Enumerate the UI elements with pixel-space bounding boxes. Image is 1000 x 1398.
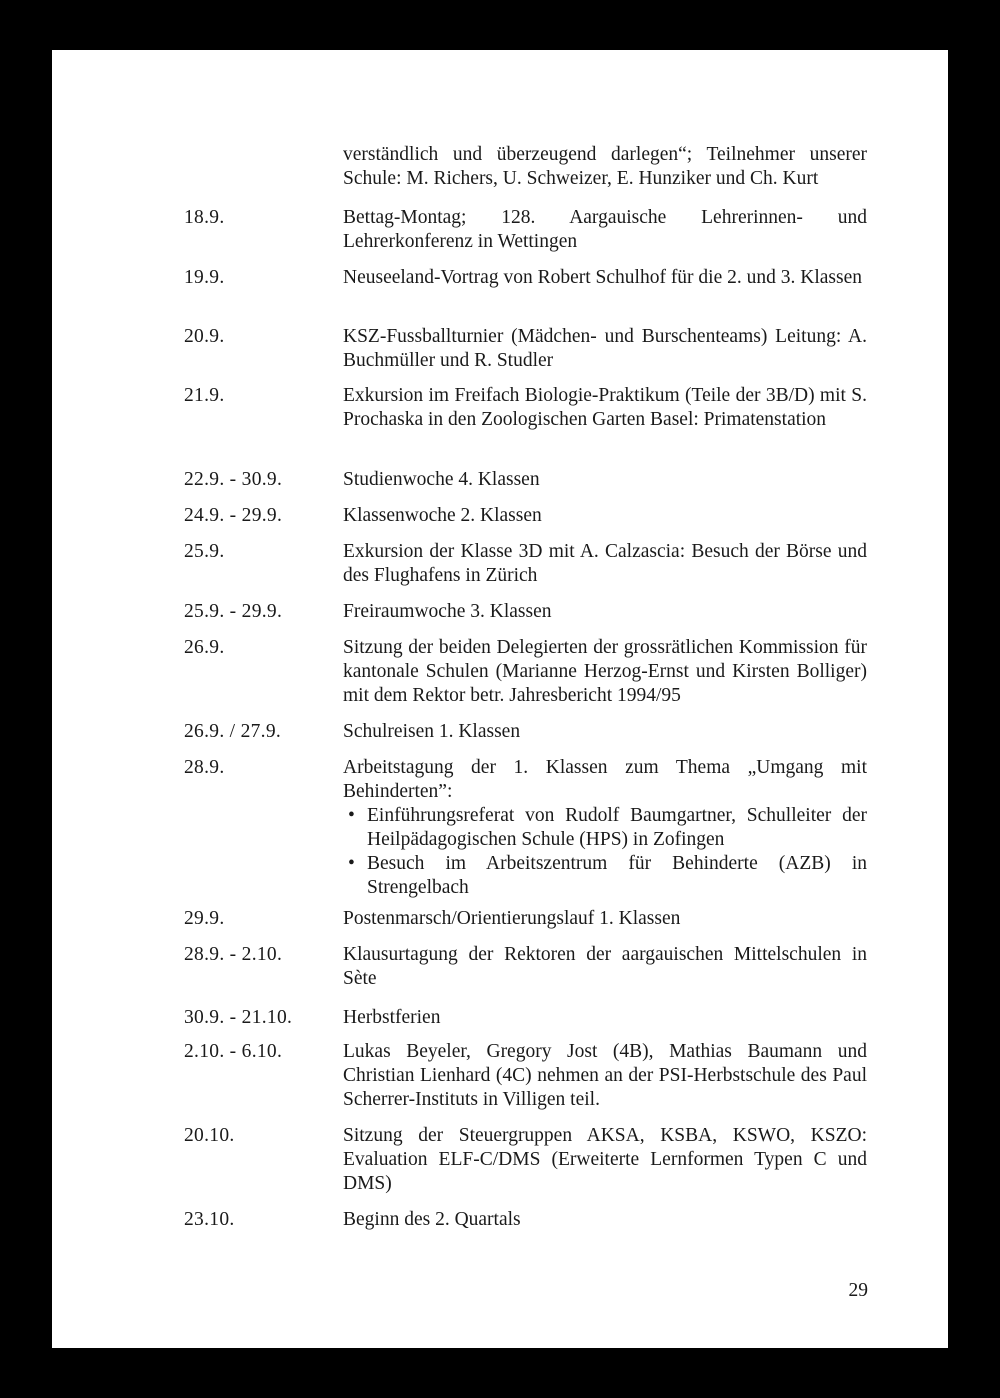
entry-text: Postenmarsch/Orientierungslauf 1. Klassen <box>343 908 681 929</box>
entry-date: 18.9. <box>184 207 225 228</box>
entry-date: 2.10. - 6.10. <box>184 1041 283 1062</box>
entry-date: 29.9. <box>184 908 225 929</box>
entry-text: Studienwoche 4. Klassen <box>343 469 540 490</box>
entry-text: Bettag-Montag; 128. Aargauische Lehrerinnen- und Lehrerkonferenz in Wettingen <box>343 207 867 252</box>
entry-text: Freiraumwoche 3. Klassen <box>343 601 552 622</box>
entry-description <box>343 756 867 900</box>
document-page <box>52 50 948 1348</box>
page-number: 29 <box>848 1280 868 1301</box>
entry-text: Schulreisen 1. Klassen <box>343 721 521 742</box>
entry-text: Sitzung der Steuergruppen AKSA, KSBA, KSWO, KSZO: Evaluation ELF-C/DMS (Erweiterte Lernformen Typen C und DMS) <box>343 1125 867 1194</box>
list-item-text: Einführungsreferat von Rudolf Baumgartner, Schulleiter der Heilpädagogischen Schule (HPS) in Zofingen <box>367 805 867 850</box>
entry-text: Neuseeland-Vortrag von Robert Schulhof für die 2. und 3. Klassen <box>343 267 862 288</box>
entry-text: Arbeitstagung der 1. Klassen zum Thema „Umgang mit Behinderten”: <box>343 757 867 802</box>
entry-text: Exkursion im Freifach Biologie-Praktikum (Teile der 3B/D) mit S. Prochaska in den Zoologischen Garten Basel: Primatenstation <box>343 385 867 430</box>
entry-text: Sitzung der beiden Delegierten der grossrätlichen Kommission für kantonale Schulen (Marianne Herzog-Ernst und Kirsten Bolliger) mit dem Rektor betr. Jahresbericht 1994/95 <box>343 637 867 706</box>
entry-date: 26.9. <box>184 637 225 658</box>
entry-text: Herbstferien <box>343 1007 441 1028</box>
entry-date: 25.9. - 29.9. <box>184 601 283 622</box>
entry-date: 21.9. <box>184 385 225 406</box>
entry-date: 20.10. <box>184 1125 235 1146</box>
entry-date: 28.9. - 2.10. <box>184 944 283 965</box>
entry-text: Exkursion der Klasse 3D mit A. Calzascia: Besuch der Börse und des Flughafens in Zürich <box>343 541 867 586</box>
continuation-text: verständlich und überzeugend darlegen“; Teilnehmer unserer Schule: M. Richers, U. Schweizer, E. Hunziker und Ch. Kurt <box>343 144 867 189</box>
entry-text: KSZ-Fussballturnier (Mädchen- und Burschenteams) Leitung: A. Buchmüller und R. Studler <box>343 326 867 371</box>
entry-date: 24.9. - 29.9. <box>184 505 283 526</box>
entry-date: 25.9. <box>184 541 225 562</box>
list-item <box>343 852 867 900</box>
list-item <box>343 804 867 852</box>
entry-date: 19.9. <box>184 267 225 288</box>
entry-date: 20.9. <box>184 326 225 347</box>
list-item-text: Besuch im Arbeitszentrum für Behinderte (AZB) in Strengelbach <box>367 853 867 898</box>
entry-date: 26.9. / 27.9. <box>184 721 282 742</box>
entry-date: 28.9. <box>184 757 225 778</box>
entry-date: 30.9. - 21.10. <box>184 1007 293 1028</box>
entry-date: 23.10. <box>184 1209 235 1230</box>
bullet-list <box>343 804 867 900</box>
entry-text: Klausurtagung der Rektoren der aargauischen Mittelschulen in Sète <box>343 944 867 989</box>
entry-text: Beginn des 2. Quartals <box>343 1209 521 1230</box>
entry-date: 22.9. - 30.9. <box>184 469 283 490</box>
bullet-icon: • <box>348 805 355 826</box>
bullet-icon: • <box>348 853 355 874</box>
entry-text: Lukas Beyeler, Gregory Jost (4B), Mathias Baumann und Christian Lienhard (4C) nehmen an der PSI-Herbstschule des Paul Scherrer-Instituts in Villigen teil. <box>343 1041 867 1110</box>
entry-text: Klassenwoche 2. Klassen <box>343 505 542 526</box>
